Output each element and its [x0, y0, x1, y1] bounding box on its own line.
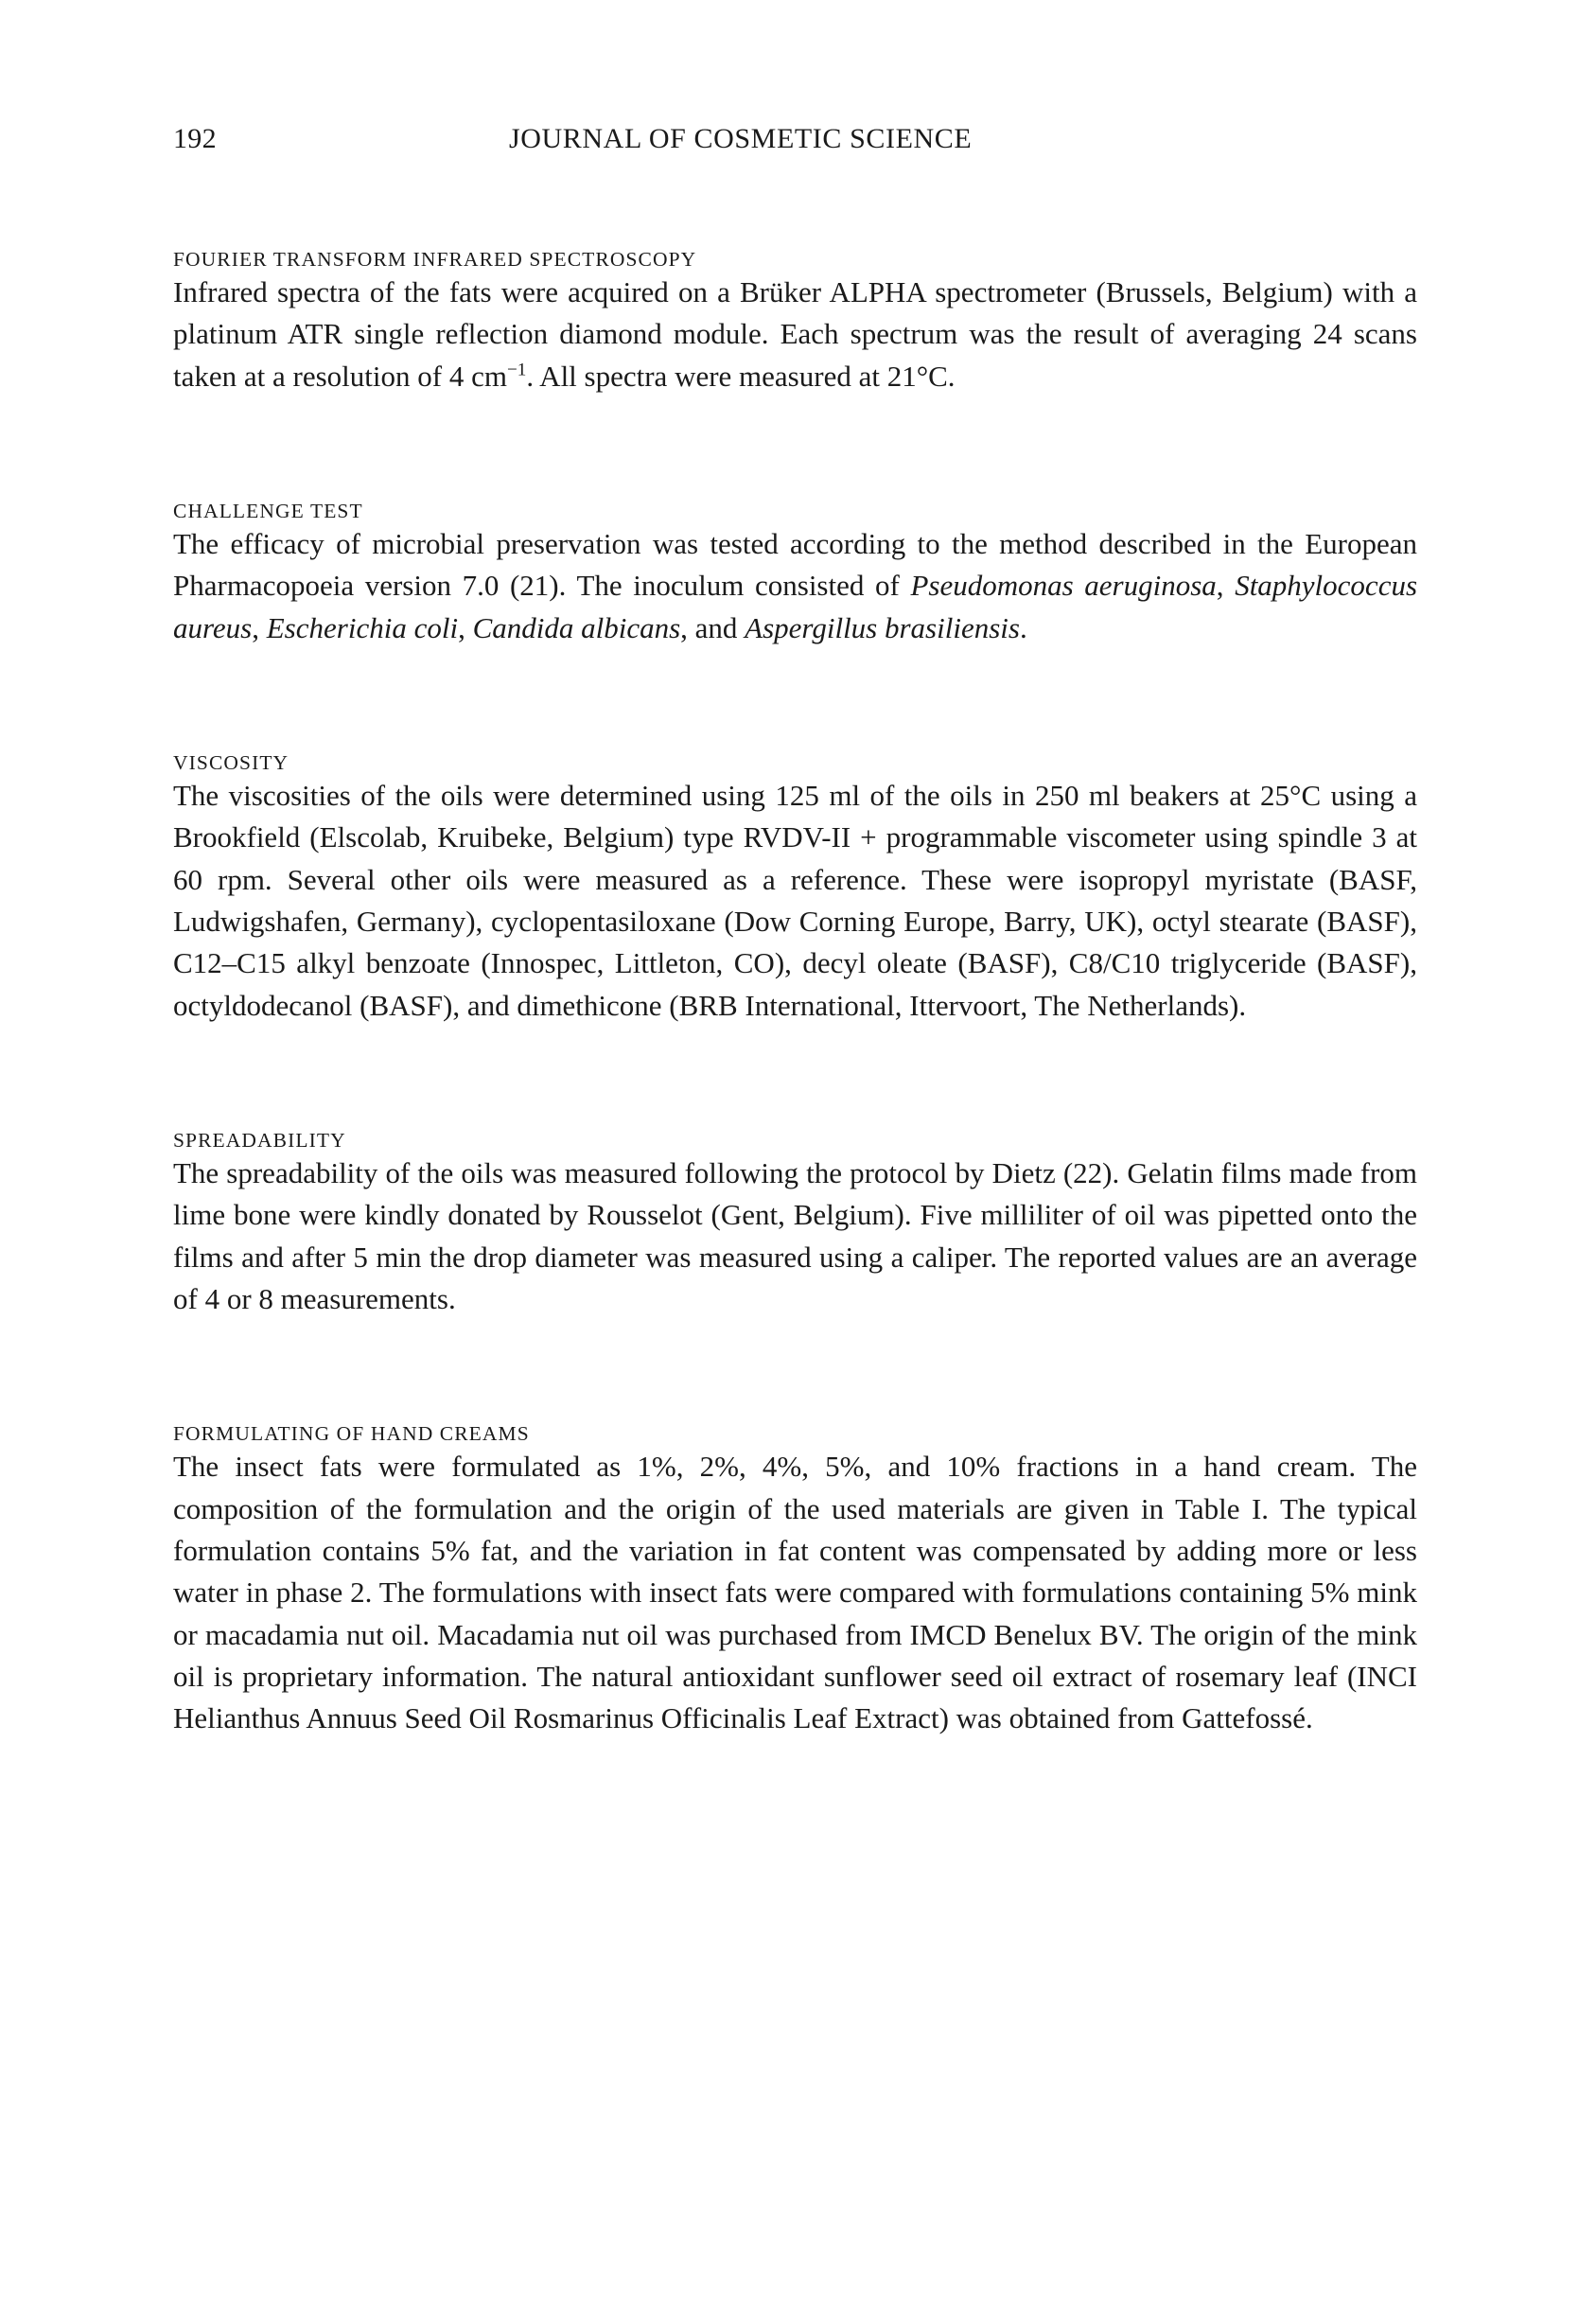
journal-title: JOURNAL OF COSMETIC SCIENCE — [509, 123, 973, 154]
section-heading: CHALLENGE TEST — [173, 499, 363, 522]
section-heading: FORMULATING OF HAND CREAMS — [173, 1422, 530, 1446]
section-heading: FOURIER TRANSFORM INFRARED SPECTROSCOPY — [173, 248, 697, 271]
section-heading: SPREADABILITY — [173, 1128, 346, 1152]
section-fourier-transform-infrared-spectroscopy — [173, 248, 1417, 397]
section-paragraph: The viscosities of the oils were determined using 125 ml of the oils in 250 ml beakers at 25°C using a Brookfield (Elscolab, Kruibeke, Belgium) type RVDV-II + programmable viscometer using spindle 3 at 60 rpm. Several other oils were measured as a reference. These were isopropyl myristate (BASF, Ludwigshafen, Germany), cyclopentasiloxane (Dow Corning Europe, Barry, UK), octyl stearate (BASF), C12–C15 alkyl benzoate (Innospec, Littleton, CO), decyl oleate (BASF), C8/C10 triglyceride (BASF), octyldodecanol (BASF), and dimethicone (BRB International, Ittervoort, The Netherlands). — [173, 778, 1417, 1022]
section-paragraph: Infrared spectra of the fats were acquired on a Brüker ALPHA spectrometer (Brussels, Belgium) with a platinum ATR single reflection diamond module. Each spectrum was the result of averaging 24 scans taken at a resolution of 4 $cm^{-1}$. All spectra were measured at 21°C. — [173, 275, 1417, 393]
page-number: 192 — [173, 123, 217, 154]
section-spreadability — [173, 1129, 1417, 1320]
section-heading: VISCOSITY — [173, 750, 289, 774]
section-paragraph: The efficacy of microbial preservation was tested according to the method described in the European Pharmacopoeia version 7.0 (21). The inoculum consisted of Pseudomonas aeruginosa, Staphylococcus aureus, Escherichia coli, Candida albicans, and Aspergillus brasiliensis. — [173, 526, 1418, 644]
section-formulating-of-hand-creams — [173, 1422, 1417, 1739]
running-header — [173, 123, 1417, 189]
page-content — [173, 123, 1417, 1740]
section-paragraph: The insect fats were formulated as 1%, 2%, 4%, 5%, and 10% fractions in a hand cream. The composition of the formulation and the origin of the used materials are given in Table I. The typical formulation contains 5% fat, and the variation in fat content was compensated by adding more or less water in phase 2. The formulations with insect fats were compared with formulations containing 5% mink or macadamia nut oil. Macadamia nut oil was purchased from IMCD Benelux BV. The origin of the mink oil is proprietary information. The natural antioxidant sunflower seed oil extract of rosemary leaf (INCI Helianthus Annuus Seed Oil Rosmarinus Officinalis Leaf Extract) was obtained from Gattefossé. — [173, 1450, 1417, 1735]
section-viscosity — [173, 751, 1417, 1027]
section-challenge-test — [173, 500, 1417, 649]
section-paragraph: The spreadability of the oils was measured following the protocol by Dietz (22). Gelatin films made from lime bone were kindly donated by Rousselot (Gent, Belgium). Five milliliter of oil was pipetted onto the films and after 5 min the drop diameter was measured using a caliper. The reported values are an average of 4 or 8 measurements. — [173, 1155, 1417, 1315]
